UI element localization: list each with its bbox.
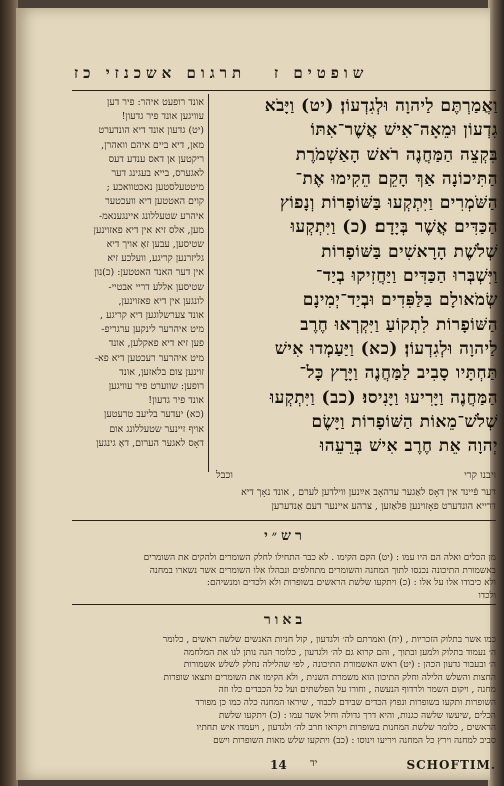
verse-line: גִדְעוֹן וּמֵאָה־אִישׁ אֲשֶׁר־אִתּוֹ bbox=[310, 120, 498, 141]
book-name: SCHOFTIM. bbox=[406, 758, 496, 772]
targum-line: לונגען אין דיא פאזוינען, bbox=[118, 295, 204, 307]
commentary-line: החצות והשלש הלילה וחלק התיכון הוא משמרת השנית , ולא הקימו את השומרים ותצאו שופרות bbox=[163, 672, 496, 683]
commentary-line: ה׳ ובעבור גדעון הכהן : (יט) ראש האשמורת התיכונה , לפי שהלילה נחלק לשלש אשמורות bbox=[183, 660, 496, 671]
verse-line: הַשֹּׁמְרִים וַיִּתְקְעוּ בַּשּׁוֹפָרוֹת וְנָפוֹץ bbox=[279, 193, 498, 214]
verse-line: הַמַּחֲנֶה וַיָּרִיעוּ וַיָּנִיסוּ׃ (כב) וַיִּתְקְעוּ bbox=[269, 387, 498, 408]
targum-line: זוינען צום בלאזען, אונד bbox=[119, 366, 204, 378]
footnote-line: דער פֿיינד אין דאָס לאַגער ערהאָב אײַנען ווילדען לערם , אונד נאָך דיא bbox=[241, 487, 496, 498]
header-rule bbox=[72, 90, 496, 91]
targum-line: מען, אלס זיא אין דיא פאזוינען bbox=[93, 224, 204, 236]
targum-line: רופען: שווערט פיר עוויגען bbox=[108, 381, 204, 393]
footnote-line: דרייא הונדערט פאָזוינען פּלאַזען , צּרהע איינער דעם אַנדערען bbox=[271, 501, 496, 512]
page-footer bbox=[74, 758, 496, 774]
targum-line: איהרע שטעללונג איינגענאמ- bbox=[98, 210, 204, 222]
commentary-line: סביב למחנה וירץ כל המחנה ויריעו וינוסו : (כב) ויתקעו שלש מאות השופרות וישם bbox=[213, 735, 496, 746]
signature-mark: יד bbox=[310, 758, 318, 769]
targum-line: מאן, דיא ביים איהם וואהרן, bbox=[101, 139, 204, 151]
page-number: 14 bbox=[270, 758, 287, 772]
verse-line: וַיִּשְׁבְּרוּ הַכַּדִּים וַיַּחֲזִיקוּ בְיַד־ bbox=[315, 266, 498, 287]
targum-line: מיטטעלסטען נאכטוואכע ; bbox=[106, 182, 204, 194]
targum-column bbox=[74, 96, 204, 472]
verse-line: שְׂמֹאולָם בַּלַּפִּדִים וּבְיַד־יְמִינָם bbox=[302, 290, 498, 311]
commentary-line: באשמורת התיכונה נכנסו לתוך המחנה והשומרים מתחלפים ונבהלו אלו השומרים אשר נשארו במחנה bbox=[149, 565, 496, 576]
targum-line: (יט) גדעון אונד דיא הונדערט bbox=[98, 125, 204, 137]
column-divider bbox=[208, 94, 209, 472]
catchword-row bbox=[216, 470, 496, 484]
targum-line: שטיסען אללע דריי אבטיי- bbox=[108, 281, 204, 293]
targum-footnote bbox=[74, 486, 496, 518]
targum-line: דאָס לאגער הערום, דאָ גינגען bbox=[96, 437, 204, 449]
book-page bbox=[16, 8, 498, 780]
commentary-line: כמו אשר בתלוק הזכריות , (יח) ואמרתם לה׳ ולגדעון , קול חניות האנשים שלשה ראשים , כלומר bbox=[162, 635, 496, 645]
commentary-line: ה׳ נעמוד בתלוק ולמען ובתוך , והם קרוא גם לה׳ ולגדעון , כלומר הנה נותן לנו את המלחמה bbox=[183, 647, 496, 658]
targum-line: (כא) יעדער בליעב טרעטען bbox=[103, 409, 204, 421]
verse-line: בִּקְצֵה הַמַּחֲנֶה רֹאשׁ הָאַשְׁמֹרֶת bbox=[295, 144, 498, 165]
verse-line: שְׁלֹשֶׁת הָרָאשִׁים בַּשּׁוֹפָרוֹת bbox=[321, 241, 498, 262]
commentary-line: השופרות ותקעו בשופרות ונפוץ הכדים שבידם לכבוד , שיראו המחנה כלה כמו כן מפורד bbox=[195, 697, 496, 708]
targum-line: שטיסען, עבען זאָ אויך דיא bbox=[106, 239, 204, 251]
commentary-line: מן הכלים ואלה הם היו עמו : (יט) הקם הקימו . לא כבר התחילו לחלק השומרים ולהקים את השומרים bbox=[143, 553, 496, 563]
targum-line: מיט איהרער לינקען ערגריפ- bbox=[101, 324, 204, 336]
targum-line: גליזרנען קריגע, וועלכע זיא bbox=[107, 253, 204, 265]
verse-line: שְׁלֹשׁ־מֵאוֹת הַשּׁוֹפָרוֹת וַיָּשֶׂם bbox=[311, 411, 498, 432]
targum-line: ריקטען אן דאס ענדע דעס bbox=[108, 153, 204, 165]
targum-line: אין דער האנד האטטען: (כ)נון bbox=[94, 267, 204, 279]
targum-line: אויף זיינער שטעללונג אום bbox=[109, 423, 204, 435]
biur-title: באור bbox=[263, 612, 307, 628]
chapter-header: שופטים ז bbox=[274, 64, 369, 82]
targum-line: מיט איהרער רעכטען דיא פא- bbox=[94, 352, 204, 364]
qere-note: ויבנו קרי bbox=[464, 470, 496, 481]
targum-line: אונד פיר גדעון! bbox=[148, 395, 204, 407]
catchword: וכבל bbox=[216, 470, 233, 481]
verse-line: יְהוָה אֵת חֶרֶב אִישׁ בְּרֵעֵהוּ bbox=[319, 436, 498, 457]
targum-line: אונד רופעט איהר: פיר דען bbox=[106, 97, 204, 108]
biur-commentary bbox=[74, 634, 496, 758]
rashi-title: רש״י bbox=[264, 528, 306, 544]
hebrew-text-column bbox=[216, 94, 498, 472]
verse-line: הַשּׁוֹפָרוֹת לִתְקוֹעַ וַיִּקְרְאוּ חֶרֶב bbox=[300, 314, 498, 335]
verse-line: תַּחְתָּיו סָבִיב לַמַּחֲנֶה וַיָּרָץ כָּל־ bbox=[299, 363, 498, 384]
commentary-line: ולא כיבודו אלו על אלו : (כ) ויתקעו שלשת הראשים בשופרות ולא ולכדים ומנשיהם: bbox=[206, 578, 496, 589]
verse-line: הַכַּדִּים אֲשֶׁר בְּיָדָם׃ (כ) וַיִּתְקְעוּ bbox=[290, 217, 498, 238]
commentary-line: הכלים ,שיעשו שלשה כגנות, והיא דרך גדולה וחיל אשר עמו : (כ) ויתקעו שלשת bbox=[218, 710, 496, 721]
commentary-line: ולכדו bbox=[478, 590, 496, 601]
section-rule bbox=[72, 604, 496, 605]
targum-line: פען זיא דיא פאקלען, אונד bbox=[108, 338, 204, 350]
rashi-commentary bbox=[74, 552, 496, 600]
verse-line: לַיהוָה וּלְגִדְעוֹן׃ (כא) וַיַּעַמְדוּ אִישׁ bbox=[274, 338, 498, 359]
targum-line: לאגערס, בייא בעגינג דער bbox=[111, 168, 204, 180]
commentary-line: הראשים , כלומר שלשת המחנות בשופרות ויקראו חרב לה׳ ולגדעון , ויעמדו איש תחתיו bbox=[196, 723, 496, 734]
targum-line: קוים האטטען דיא וועכטער bbox=[105, 196, 204, 208]
verse-line: וַאֲמַרְתֶּם לַיהוָה וּלְגִדְעוֹן׃ (יט) וַיָּבֹא bbox=[264, 96, 498, 116]
verse-line: הַתִּיכוֹנָה אַךְ הָקֵם הֵקִימוּ אֶת־ bbox=[295, 168, 498, 189]
commentary-line: מחנה , ויקום השמר ולרדוף הנעשה , וחורו על הפלשתים ועל כל הכבדים כלו וזה bbox=[218, 685, 496, 696]
section-rule bbox=[72, 520, 496, 521]
targum-line: עוויגען אונד פיר גדעון! bbox=[121, 111, 204, 123]
targum-line: אונד צערשלוגען דיא קריגע , bbox=[100, 310, 204, 322]
targum-header: תרגום אשכנזי כז bbox=[74, 64, 247, 82]
